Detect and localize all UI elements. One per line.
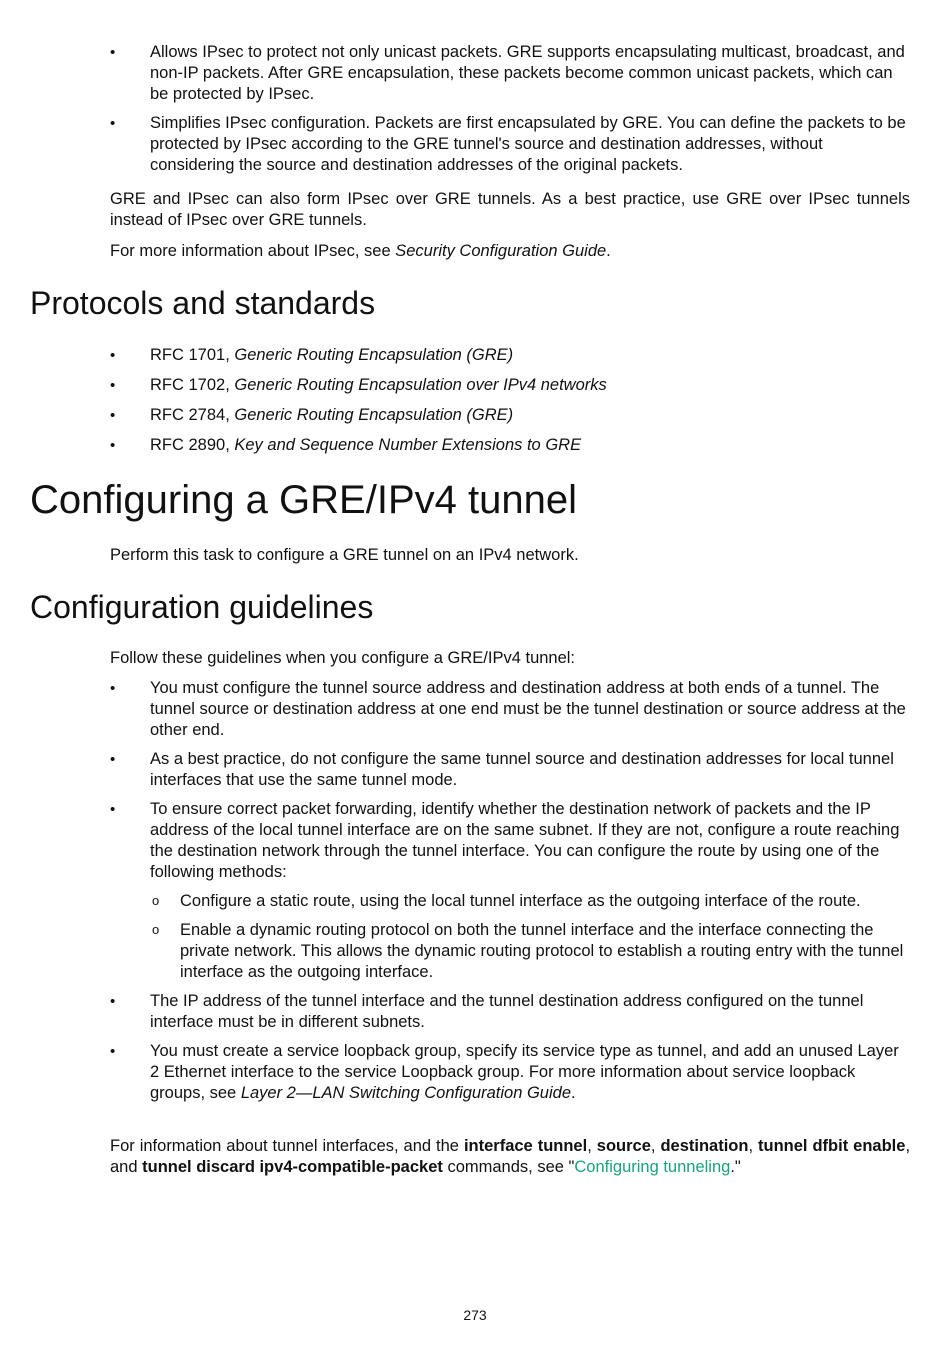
guidelines-intro: Follow these guidelines when you configure a GRE/IPv4 tunnel: — [110, 649, 576, 667]
list-item: • As a best practice, do not configure the same tunnel source and destination addresses for local tunnel interfaces that use the same tunnel mode. — [110, 749, 910, 791]
ipsec-ref-prefix: For more information about IPsec, see — [110, 242, 396, 260]
list-item — [110, 799, 910, 983]
page-number: 273 — [463, 1307, 487, 1323]
loopback-text: You must create a service loopback group, specify its service type as tunnel, and add an unused Layer 2 Ethernet interface to the service Loopback group. For more information about service loopback groups, see — [150, 1042, 899, 1102]
list-item — [110, 405, 910, 426]
command-tunnel-discard: tunnel discard ipv4-compatible-packet — [142, 1158, 443, 1176]
closing-text: commands, see " — [442, 1158, 575, 1176]
rfc-number: RFC 1701, — [150, 346, 235, 364]
rfc-number: RFC 2890, — [150, 436, 235, 454]
chapter-intro: Perform this task to configure a GRE tunnel on an IPv4 network. — [110, 546, 579, 564]
separator: , — [650, 1137, 661, 1155]
rfc-title: Generic Routing Encapsulation over IPv4 networks — [234, 376, 607, 394]
list-item — [110, 345, 910, 366]
ipsec-ref-doc-title: Security Configuration Guide — [395, 242, 607, 260]
rfc-title: Generic Routing Encapsulation (GRE) — [234, 406, 514, 424]
rfc-title: Key and Sequence Number Extensions to GRE — [234, 436, 582, 454]
list-item — [110, 1041, 910, 1104]
chapter-heading: Configuring a GRE/IPv4 tunnel — [30, 478, 577, 522]
list-item: o Enable a dynamic routing protocol on both the tunnel interface and the interface connecting the private network. This allows the dynamic routing protocol to establish a routing entry with the tunnel interface as the outgoing interface. — [150, 920, 910, 983]
separator: , and — [110, 1137, 911, 1176]
configuring-tunneling-link[interactable]: Configuring tunneling — [574, 1158, 731, 1176]
gre-over-ipsec-paragraph: GRE and IPsec can also form IPsec over GRE tunnels. As a best practice, use GRE over IPsec tunnels instead of IPsec over GRE tunnels. — [110, 190, 910, 229]
command-tunnel-dfbit-enable: tunnel dfbit enable — [758, 1137, 906, 1155]
rfc-number: RFC 2784, — [150, 406, 235, 424]
rfc-list — [110, 345, 910, 456]
separator: , — [748, 1137, 759, 1155]
closing-text: ." — [730, 1158, 741, 1176]
protocols-heading: Protocols and standards — [30, 285, 376, 321]
rfc-title: Generic Routing Encapsulation (GRE) — [234, 346, 514, 364]
ipsec-reference-paragraph — [110, 241, 910, 262]
separator: , — [587, 1137, 597, 1155]
command-source: source — [596, 1137, 651, 1155]
list-item: • You must configure the tunnel source address and destination address at both ends of a tunnel. The tunnel source or destination address at one end must be the tunnel destination or source address at the other end. — [110, 678, 910, 741]
list-item: • The IP address of the tunnel interface and the tunnel destination address configured on the tunnel interface must be in different subnets. — [110, 991, 910, 1033]
list-item: • Allows IPsec to protect not only unicast packets. GRE supports encapsulating multicast, broadcast, and non-IP packets. After GRE encapsulation, these packets become common unicast packets, which can be protected by IPsec. — [110, 42, 910, 105]
guideline-routing-text: To ensure correct packet forwarding, identify whether the destination network of packets and the IP address of the local tunnel interface are on the same subnet. If they are not, configure a route reaching the destination network through the tunnel interface. You can configure the route by using one of the following methods: — [150, 800, 900, 881]
closing-paragraph — [110, 1136, 910, 1178]
closing-text: For information about tunnel interfaces, and the — [110, 1137, 464, 1155]
guidelines-bullet-list — [110, 678, 910, 1104]
command-interface-tunnel: interface tunnel — [463, 1137, 588, 1155]
list-item: • Simplifies IPsec configuration. Packets are first encapsulated by GRE. You can define the packets to be protected by IPsec according to the GRE tunnel's source and destination addresses, without considering the source and destination addresses of the original packets. — [110, 113, 910, 176]
loopback-suffix: . — [571, 1084, 576, 1102]
intro-bullet-list — [110, 42, 910, 176]
list-item: o Configure a static route, using the local tunnel interface as the outgoing interface of the route. — [150, 891, 910, 912]
layer2-guide-title: Layer 2—LAN Switching Configuration Guide — [240, 1084, 571, 1102]
routing-methods-list — [150, 891, 910, 983]
command-destination: destination — [660, 1137, 749, 1155]
rfc-number: RFC 1702, — [150, 376, 235, 394]
list-item — [110, 375, 910, 396]
guidelines-heading: Configuration guidelines — [30, 589, 374, 625]
ipsec-ref-suffix: . — [606, 242, 611, 260]
list-item — [110, 435, 910, 456]
